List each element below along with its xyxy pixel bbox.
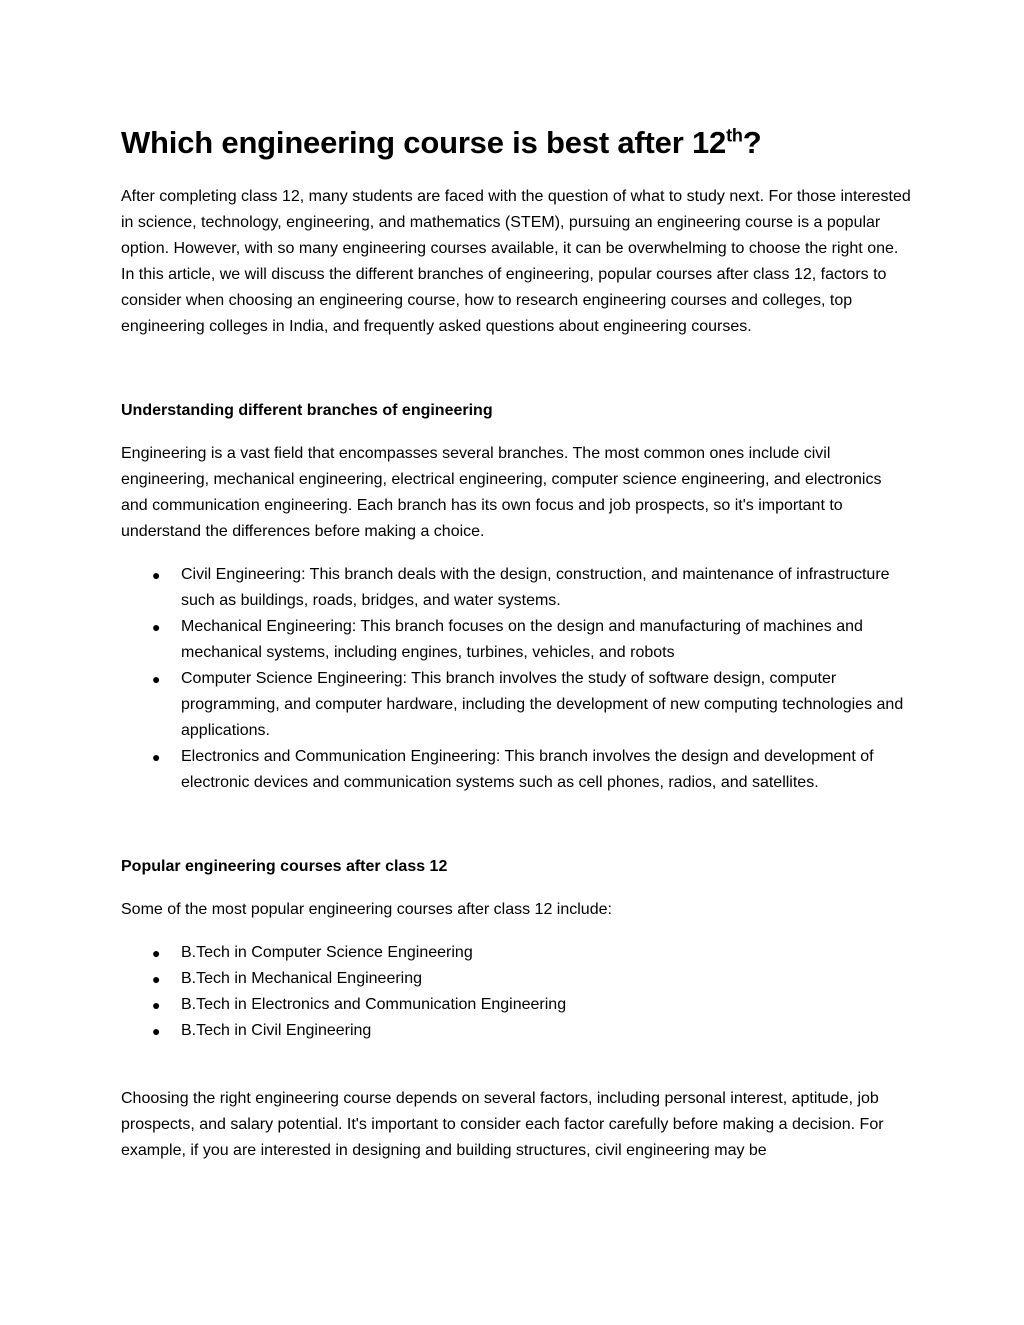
bullet-icon: ● (152, 567, 161, 583)
list-item-text: B.Tech in Mechanical Engineering (181, 970, 423, 987)
title-question-mark: ? (742, 125, 762, 160)
popular-intro-paragraph: Some of the most popular engineering courses after class 12 include: (121, 901, 612, 918)
list-item (121, 614, 911, 666)
branches-list (121, 562, 911, 796)
popular-courses-heading: Popular engineering courses after class 12 (121, 858, 448, 875)
bullet-icon: ● (152, 945, 161, 961)
list-item-text: B.Tech in Civil Engineering (181, 1022, 372, 1039)
list-item (121, 666, 911, 744)
list-item-text: Electronics and Communication Engineering: This branch involves the design and development of electronic devices and communication systems such as cell phones, radios, and satellites. (181, 748, 874, 791)
page-title (121, 118, 911, 168)
list-item-text: B.Tech in Computer Science Engineering (181, 944, 473, 961)
list-item (121, 744, 911, 796)
list-item-text: B.Tech in Electronics and Communication Engineering (181, 996, 567, 1013)
title-main: Which engineering course is best after 12 (121, 125, 727, 160)
list-item (121, 1018, 911, 1044)
intro-paragraph: After completing class 12, many students are faced with the question of what to study next. For those interested in science, technology, engineering, and mathematics (STEM), pursuing an engineering course is a popular option. However, with so many engineering courses available, it can be overwhelming to choose the right one. In this article, we will discuss the different branches of engineering, popular courses after class 12, factors to consider when choosing an engineering course, how to research engineering courses and colleges, top engineering colleges in India, and frequently asked questions about engineering courses. (121, 188, 911, 335)
branches-heading: Understanding different branches of engineering (121, 402, 493, 419)
list-item (121, 940, 911, 966)
list-item (121, 966, 911, 992)
bullet-icon: ● (152, 997, 161, 1013)
bullet-icon: ● (152, 1023, 161, 1039)
bullet-icon: ● (152, 671, 161, 687)
document-page (121, 118, 911, 1164)
choosing-paragraph: Choosing the right engineering course depends on several factors, including personal interest, aptitude, job prospects, and salary potential. It's important to consider each factor carefully before making a decision. For example, if you are interested in designing and building structures, civil engineering may be (121, 1090, 884, 1159)
bullet-icon: ● (152, 619, 161, 635)
branches-intro-paragraph: Engineering is a vast field that encompasses several branches. The most common ones include civil engineering, mechanical engineering, electrical engineering, computer science engineering, and electronics and communication engineering. Each branch has its own focus and job prospects, so it's important to understand the differences before making a choice. (121, 445, 882, 540)
list-item-text: Computer Science Engineering: This branch involves the study of software design, computer programming, and computer hardware, including the development of new computing technologies and applications. (181, 670, 904, 739)
list-item-text: Mechanical Engineering: This branch focuses on the design and manufacturing of machines and mechanical systems, including engines, turbines, vehicles, and robots (181, 618, 863, 661)
title-superscript: th (726, 125, 743, 146)
list-item (121, 992, 911, 1018)
list-item-text: Civil Engineering: This branch deals with the design, construction, and maintenance of infrastructure such as buildings, roads, bridges, and water systems. (181, 566, 890, 609)
popular-courses-list (121, 940, 911, 1044)
bullet-icon: ● (152, 971, 161, 987)
bullet-icon: ● (152, 749, 161, 765)
list-item (121, 562, 911, 614)
